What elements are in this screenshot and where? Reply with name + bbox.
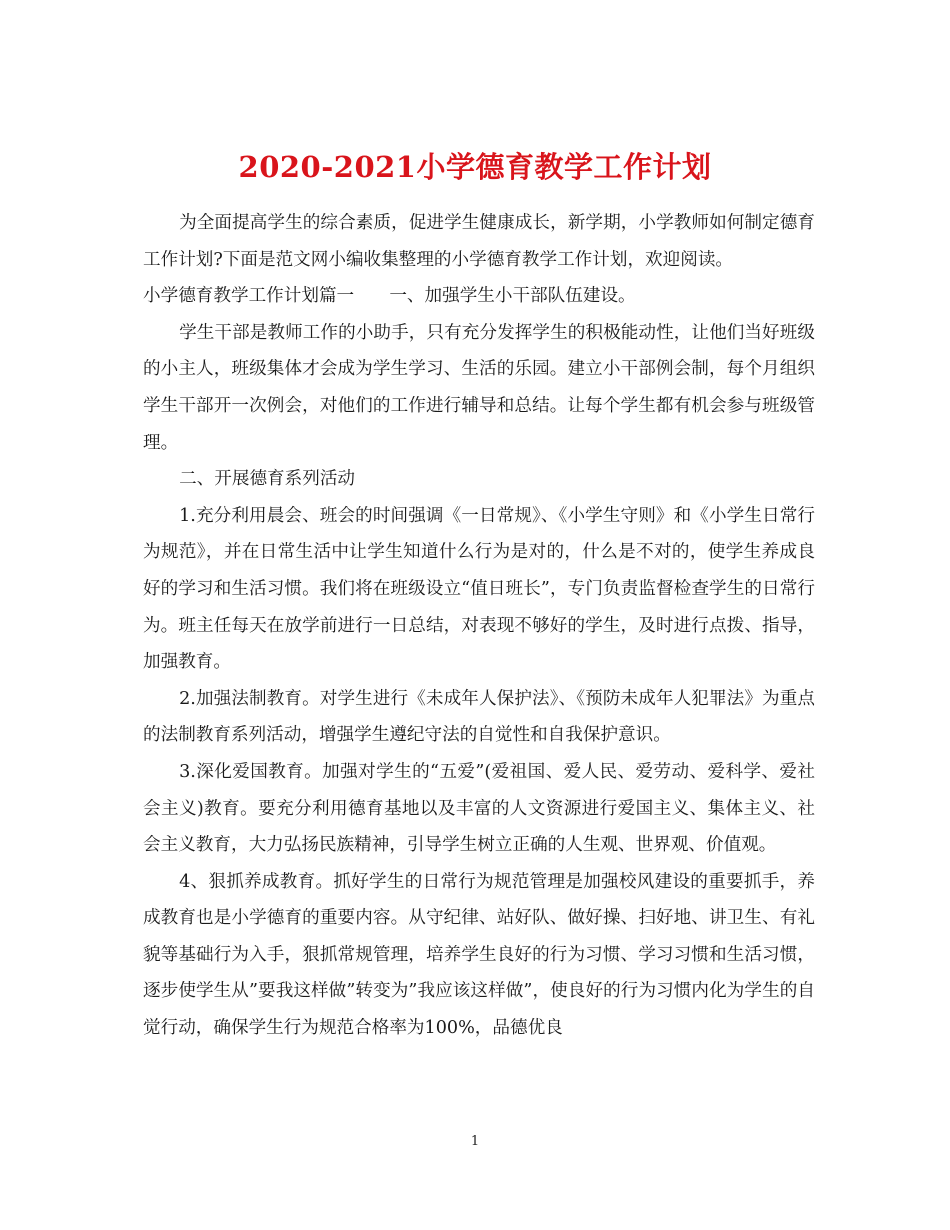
paragraph-section-heading: 小学德育教学工作计划篇一 一、加强学生小干部队伍建设。 [143, 286, 636, 307]
document-body [143, 205, 815, 1047]
paragraph-item-1: 1.充分利用晨会、班会的时间强调《一日常规》、《小学生守则》和《小学生日常行为规范》，并在日常生活中让学生知道什么行为是对的，什么是不对的，使学生养成良好的学习和生活习惯。我们将在班级设立“值日班长”，专门负责监督检查学生的日常行为。班主任每天在放学前进行一日总结，对表现不够好的学生，及时进行点拨、指导，加强教育。 [143, 505, 815, 673]
paragraph-student-cadres: 学生干部是教师工作的小助手，只有充分发挥学生的积极能动性，让他们当好班级的小主人，班级集体才会成为学生学习、生活的乐园。建立小干部例会制，每个月组织学生干部开一次例会，对他们的工作进行辅导和总结。让每个学生都有机会参与班级管理。 [143, 322, 815, 453]
paragraph-item-3: 3.深化爱国教育。加强对学生的“五爱”(爱祖国、爱人民、爱劳动、爱科学、爱社会主义)教育。要充分利用德育基地以及丰富的人文资源进行爱国主义、集体主义、社会主义教育，大力弘扬民族精神，引导学生树立正确的人生观、世界观、价值观。 [143, 761, 815, 856]
page-number: 1 [470, 1134, 480, 1149]
document-title: 2020-2021小学德育教学工作计划 [238, 150, 712, 185]
paragraph-intro: 为全面提高学生的综合素质，促进学生健康成长，新学期，小学教师如何制定德育工作计划?下面是范文网小编收集整理的小学德育教学工作计划，欢迎阅读。 [143, 213, 815, 270]
paragraph-item-4: 4、狠抓养成教育。抓好学生的日常行为规范管理是加强校风建设的重要抓手，养成教育也是小学德育的重要内容。从守纪律、站好队、做好操、扫好地、讲卫生、有礼貌等基础行为入手，狠抓常规管理，培养学生良好的行为习惯、学习习惯和生活习惯，逐步使学生从”要我这样做”转变为”我应该这样做”，使良好的行为习惯内化为学生的自觉行动，确保学生行为规范合格率为100%，品德优良 [143, 871, 815, 1039]
paragraph-item-2: 2.加强法制教育。对学生进行《未成年人保护法》、《预防未成年人犯罪法》为重点的法制教育系列活动，增强学生遵纪守法的自觉性和自我保护意识。 [143, 688, 815, 746]
paragraph-moral-activities-heading: 二、开展德育系列活动 [179, 469, 356, 490]
